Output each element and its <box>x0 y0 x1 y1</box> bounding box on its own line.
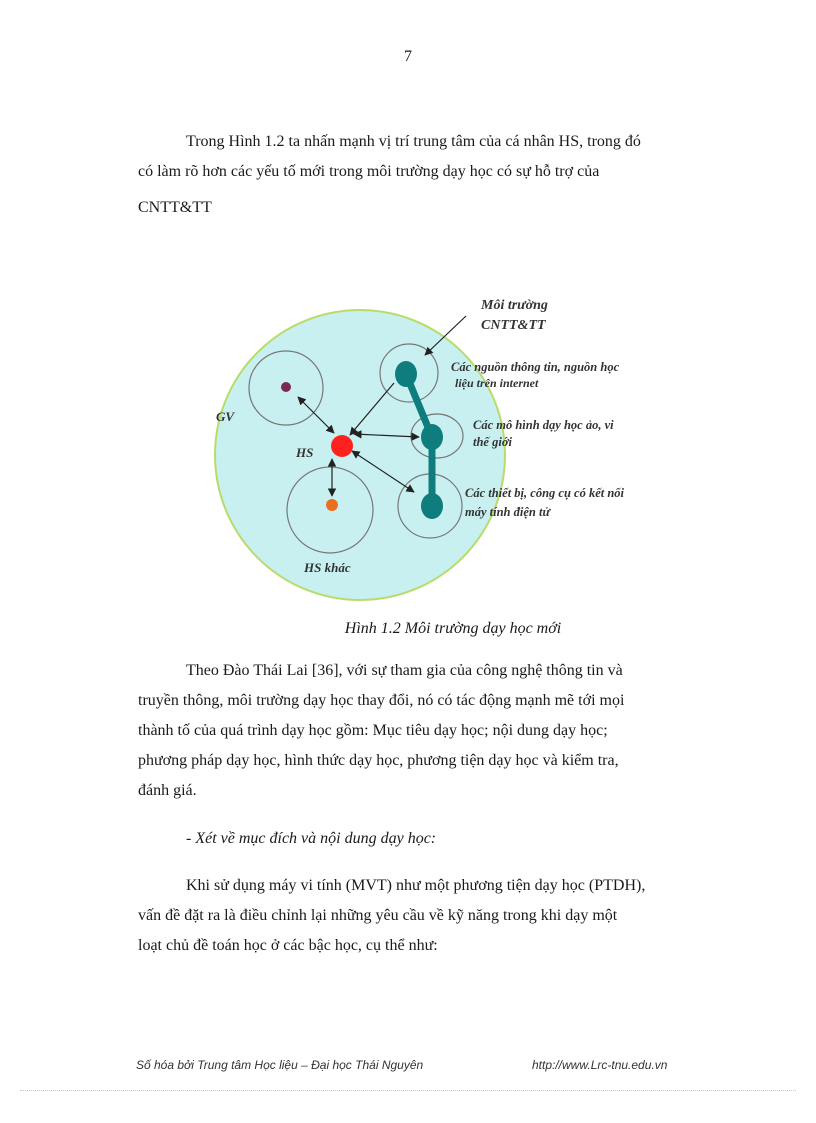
paragraph-line: đánh giá. <box>138 782 197 799</box>
footer-url[interactable]: http://www.Lrc-tnu.edu.vn <box>532 1058 668 1072</box>
paragraph-line: Khi sử dụng máy vi tính (MVT) như một phương tiện dạy học (PTDH), <box>186 877 646 894</box>
teacher-dot <box>281 382 291 392</box>
paragraph-line: thành tố của quá trình dạy học gồm: Mục tiêu dạy học; nội dung dạy học; <box>138 722 608 739</box>
label-environment: CNTT&TT <box>481 318 546 333</box>
student-dot <box>331 435 353 457</box>
environment-circle <box>215 310 505 600</box>
label-sources: Các nguồn thông tin, nguồn học <box>451 360 620 374</box>
label-environment: Môi trường <box>481 298 548 313</box>
other-student-dot <box>326 499 338 511</box>
paragraph-line: loạt chủ đề toán học ở các bậc học, cụ thể như: <box>138 937 438 954</box>
paragraph-computer <box>138 871 694 961</box>
paragraph-environment <box>138 656 694 806</box>
label-virtual: thế giới <box>473 435 513 449</box>
label-sources: liệu trên internet <box>455 376 539 390</box>
tech-node <box>421 493 443 519</box>
label-gv: GV <box>216 409 235 424</box>
label-hs: HS <box>296 445 314 460</box>
paragraph-line: vấn đề đặt ra là điều chỉnh lại những yêu cầu về kỹ năng trong khi dạy một <box>138 907 618 924</box>
figure-caption: Hình 1.2 Môi trường dạy học mới <box>344 620 562 637</box>
footer-source: Số hóa bởi Trung tâm Học liệu – Đại học Thái Nguyên <box>136 1058 424 1072</box>
label-virtual: Các mô hình dạy học ảo, vi <box>473 418 614 432</box>
paragraph-line: Theo Đào Thái Lai [36], với sự tham gia của công nghệ thông tin và <box>186 662 623 679</box>
label-devices: máy tính điện tử <box>465 505 550 519</box>
subheading: - Xét về mục đích và nội dung dạy học: <box>186 830 437 847</box>
paragraph-line: CNTT&TT <box>138 199 212 216</box>
paragraph-line: có làm rõ hơn các yếu tố mới trong môi trường dạy học có sự hỗ trợ của <box>138 163 600 180</box>
label-devices: Các thiết bị, công cụ có kết nối <box>465 486 625 500</box>
page-number: 7 <box>404 48 412 65</box>
label-hs-other: HS khác <box>304 560 351 575</box>
footer-divider <box>20 1090 796 1091</box>
paragraph-line: Trong Hình 1.2 ta nhấn mạnh vị trí trung tâm của cá nhân HS, trong đó <box>186 133 641 150</box>
paragraph-line: phương pháp dạy học, hình thức dạy học, phương tiện dạy học và kiểm tra, <box>138 752 619 769</box>
tech-node <box>421 424 443 450</box>
paragraph-line: truyền thông, môi trường dạy học thay đổi, nó có tác động mạnh mẽ tới mọi <box>138 692 625 709</box>
tech-node <box>395 361 417 387</box>
